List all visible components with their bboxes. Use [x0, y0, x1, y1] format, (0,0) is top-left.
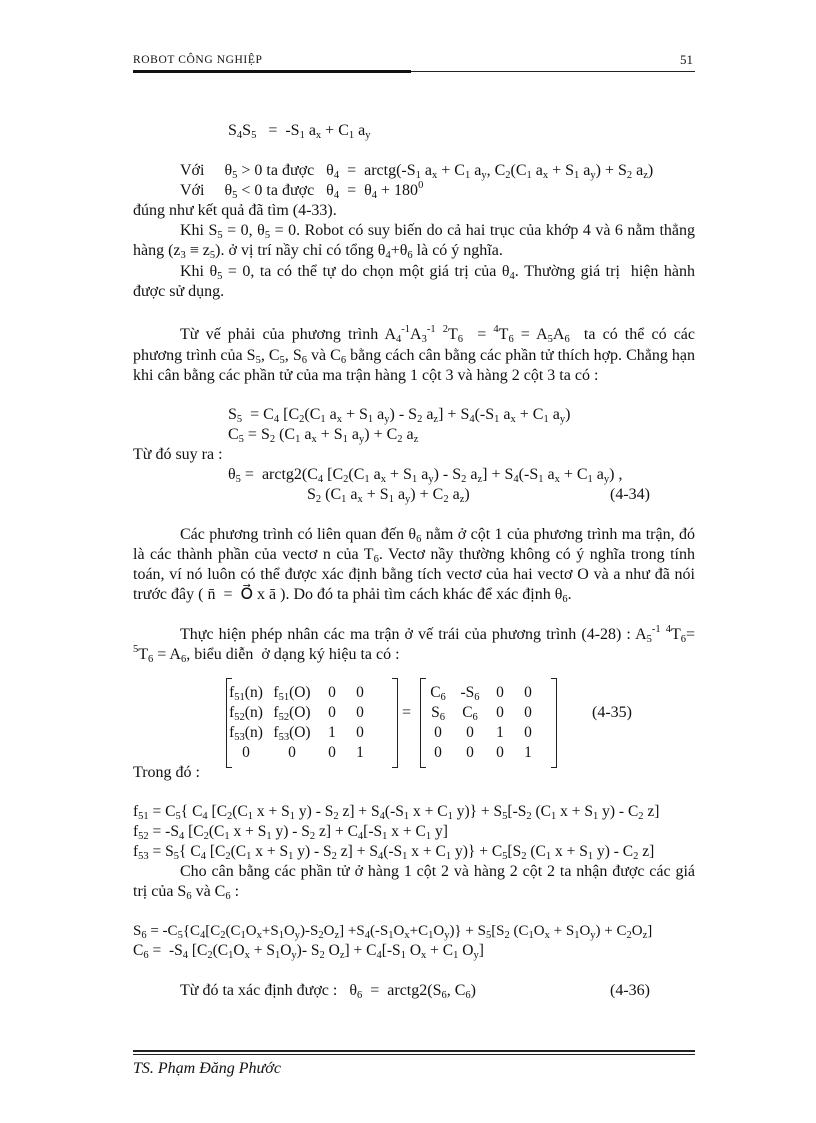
- matrix-right-cell-r4c3: 0: [496, 744, 504, 761]
- para-cac2: là các thành phần của vectơ n của $T_6$. Vectơ nầy thường không có ý nghĩa trong tính: [133, 546, 696, 565]
- matrix-left-cell-r2c1: $f_{52}(n)$: [229, 704, 263, 723]
- para-cac3: toán, ví nó luôn có thể được xác định bằng tích vectơ của hai vectơ O và a như đã nói: [133, 566, 695, 583]
- matrix-left-cell-r2c4: 0: [356, 704, 364, 721]
- matrix-right-cell-r3c1: 0: [434, 724, 442, 741]
- eq-theta6: Từ đó ta xác định được : $\theta_6$ = $arctg2(S_6$, $C_6$): [180, 982, 476, 1001]
- eq-s5: $S_5 = C_4$ [$C_2(C_1$ $a_x + S_1$ $a_y) - S_2$ $a_z] + S_4(-S_1$ $a_x + C_1$ $a_y$): [228, 406, 571, 425]
- eq-c5: $C_5 = S_2$ ($C_1$ $a_x + S_1$ $a_y) + C_2$ $a_z$: [228, 426, 419, 445]
- eq-theta5b: $S_2$ ($C_1$ $a_x + S_1$ $a_y) + C_2$ $a_z$): [307, 486, 470, 505]
- para-tu1c: khi cân bằng các phần tử của ma trận hàng 1 cột 3 và hàng 2 cột 3 ta có :: [133, 367, 599, 384]
- header-title: ROBOT CÔNG NGHIỆP: [133, 54, 263, 66]
- matrix-right-cell-r1c1: $C_6$: [430, 684, 446, 703]
- matrix-right-cell-r4c1: 0: [434, 744, 442, 761]
- matrix-right-cell-r4c4: 1: [524, 744, 532, 761]
- para-cho1: Cho cân bằng các phần tử ở hàng 1 cột 2 và hàng 2 cột 2 ta nhận được các giá: [180, 863, 695, 880]
- matrix-left-cell-r2c3: 0: [328, 704, 336, 721]
- para-cac4: trước đây ( n̄ = O⃗ x ā ). Do đó ta phải tìm cách khác để xác định $\theta_6$.: [133, 586, 572, 605]
- matrix-left-cell-r1c1: $f_{51}(n)$: [229, 684, 263, 703]
- para-cac1: Các phương trình có liên quan đến $\theta_6$ nằm ở cột 1 của phương trình ma trận, đó: [180, 526, 696, 545]
- para-khi2a: Khi $\theta_5 = 0$, ta có thể tự do chọn một giá trị của $\theta_4$. Thường giá trị hiện hành: [180, 263, 695, 282]
- para-khi2b: được sử dụng.: [133, 283, 225, 300]
- page-number: 51: [680, 52, 693, 67]
- eq-label-4-36: (4-36): [610, 982, 650, 999]
- eq-label-4-34: (4-34): [610, 486, 650, 503]
- para-cho2: trị của $S_6$ và $C_6$ :: [133, 883, 240, 902]
- matrix-right-cell-r3c3: 1: [496, 724, 504, 741]
- matrix-equals: =: [402, 704, 412, 721]
- matrix-right: [428, 680, 552, 764]
- matrix-left-cell-r3c4: 0: [356, 724, 364, 741]
- header-rule-thick: [133, 70, 411, 73]
- matrix-right-cell-r2c3: 0: [496, 704, 504, 721]
- footer-author: TS. Phạm Đăng Phước: [133, 1060, 281, 1077]
- matrix-left: [229, 680, 392, 764]
- matrix-left-cell-r4c4: 1: [356, 744, 364, 761]
- text-trongdo: Trong đó :: [133, 764, 200, 781]
- matrix-left-cell-r4c3: 0: [328, 744, 336, 761]
- matrix-right-cell-r2c2: $C_6$: [462, 704, 478, 723]
- left-matrix-close-bracket: [392, 678, 398, 768]
- matrix-left-cell-r3c1: $f_{53}(n)$: [229, 724, 263, 743]
- matrix-left-cell-r3c2: $f_{53}(O)$: [273, 724, 311, 743]
- eq-f51: $f_{51} = C_5${ $C_4$ [$C_2(C_1$ $x + S_1$ $y) - S_2$ $z] + S_4(-S_1$ $x + C_1$ $y)\} + S_5[-S_2$ ($C_1$ $x + S_1$ $y) - C_2$ z]: [133, 803, 660, 822]
- footer-rule: [133, 1050, 695, 1052]
- matrix-left-cell-r3c3: 1: [328, 724, 336, 741]
- para-thuc2: $^5T_6 = A_6$, biểu diễn ở dạng ký hiệu ta có :: [133, 644, 400, 665]
- footer-rule-thin: [133, 1054, 695, 1055]
- matrix-left-cell-r4c2: 0: [288, 744, 296, 761]
- para-tu1a: Từ vế phải của phương trình $A_4^{-1}A_3^{-1}$ $^2T_6 = ^4T_6 = A_5A_6$ ta có thể có các: [180, 324, 696, 345]
- matrix-right-cell-r3c4: 0: [524, 724, 532, 741]
- eq-s4s5: $S_4S_5 = -S_1$ $a_x + C_1$ $a_y$: [228, 122, 371, 141]
- matrix-right-cell-r2c1: $S_6$: [431, 704, 445, 723]
- matrix-right-cell-r1c4: 0: [524, 684, 532, 701]
- matrix-left-cell-r1c4: 0: [356, 684, 364, 701]
- matrix-left-cell-r2c2: $f_{52}(O)$: [273, 704, 311, 723]
- matrix-right-cell-r3c2: 0: [466, 724, 474, 741]
- para-tu1b: phương trình của $S_5$, $C_5$, $S_6$ và $C_6$ bằng cách cân bằng các phần tử thích hợp. Chẳng hạn: [133, 347, 696, 366]
- page-header: [133, 52, 695, 72]
- matrix-left-cell-r1c2: $f_{51}(O)$: [273, 684, 311, 703]
- eq-label-4-35: (4-35): [592, 704, 632, 721]
- para-khi1b: hàng $(z_3 \equiv z_5)$. ở vị trí nầy chỉ có tổng $\theta_4+\theta_6$ là có ý nghĩa.: [133, 242, 503, 261]
- eq-c6: $C_6 = -S_4$ [$C_2(C_1O_x + S_1O_y)-$ $S_2$ $O_z] + C_4[-S_1$ $O_x + C_1$ $O_y$]: [133, 942, 484, 961]
- text-dung: đúng như kết quả đã tìm (4-33).: [133, 202, 337, 219]
- text-tudo: Từ đó suy ra :: [133, 446, 223, 463]
- matrix-right-cell-r1c2: $-S_6$: [460, 684, 480, 703]
- eq-theta4-pos: Với $\theta_5 > 0$ ta được $\theta_4$ = $arctg(-S_1$ $a_x + C_1$ $a_y$, $C_2(C_1$ $a_x + S_1$ $a_y) + S_2$ $a_z$): [180, 162, 654, 181]
- eq-theta4-neg: Với $\theta_5 < 0$ ta được $\theta_4 = \theta_4 + 180^0$: [180, 180, 424, 201]
- eq-s6: $S_6 = -C_5\{C_4[C_2(C_1O_x+S_1O_y)-S_2O_z] +S_4(-S_1O_x+C_1O_y)\} + S_5[S_2$ $(C_1O_x + S_1O_y) + C_2O_z$]: [133, 923, 653, 941]
- para-khi1a: Khi $S_5 = 0$, $\theta_5 = 0$. Robot có suy biến do cả hai trục của khớp 4 và 6 nằm thẳng: [180, 222, 696, 241]
- para-thuc1: Thực hiện phép nhân các ma trận ở vế trái của phương trình (4-28) : $A_5^{-1}$ $^4T_6=$: [180, 624, 696, 645]
- matrix-left-cell-r4c1: 0: [242, 744, 250, 761]
- matrix-right-cell-r4c2: 0: [466, 744, 474, 761]
- matrix-left-cell-r1c3: 0: [328, 684, 336, 701]
- matrix-right-cell-r1c3: 0: [496, 684, 504, 701]
- eq-f52: $f_{52} = -S_4$ [$C_2(C_1$ $x + S_1$ $y) - S_2$ $z] + C_4[-S_1$ $x + C_1$ y]: [133, 823, 448, 842]
- matrix-right-cell-r2c4: 0: [524, 704, 532, 721]
- eq-theta5a: $\theta_5$ = $arctg2(C_4$ [$C_2(C_1$ $a_x + S_1$ $a_y) - S_2$ $a_z] + S_4(-S_1$ $a_x + C_1$ $a_y$) ,: [228, 466, 623, 485]
- eq-f53: $f_{53} = S_5${ $C_4$ [$C_2(C_1$ $x + S_1$ $y) - S_2$ $z] + S_4(-S_1$ $x + C_1$ $y)\} + C_5[S_2$ ($C_1$ $x + S_1$ $y) - C_2$ z]: [133, 843, 655, 862]
